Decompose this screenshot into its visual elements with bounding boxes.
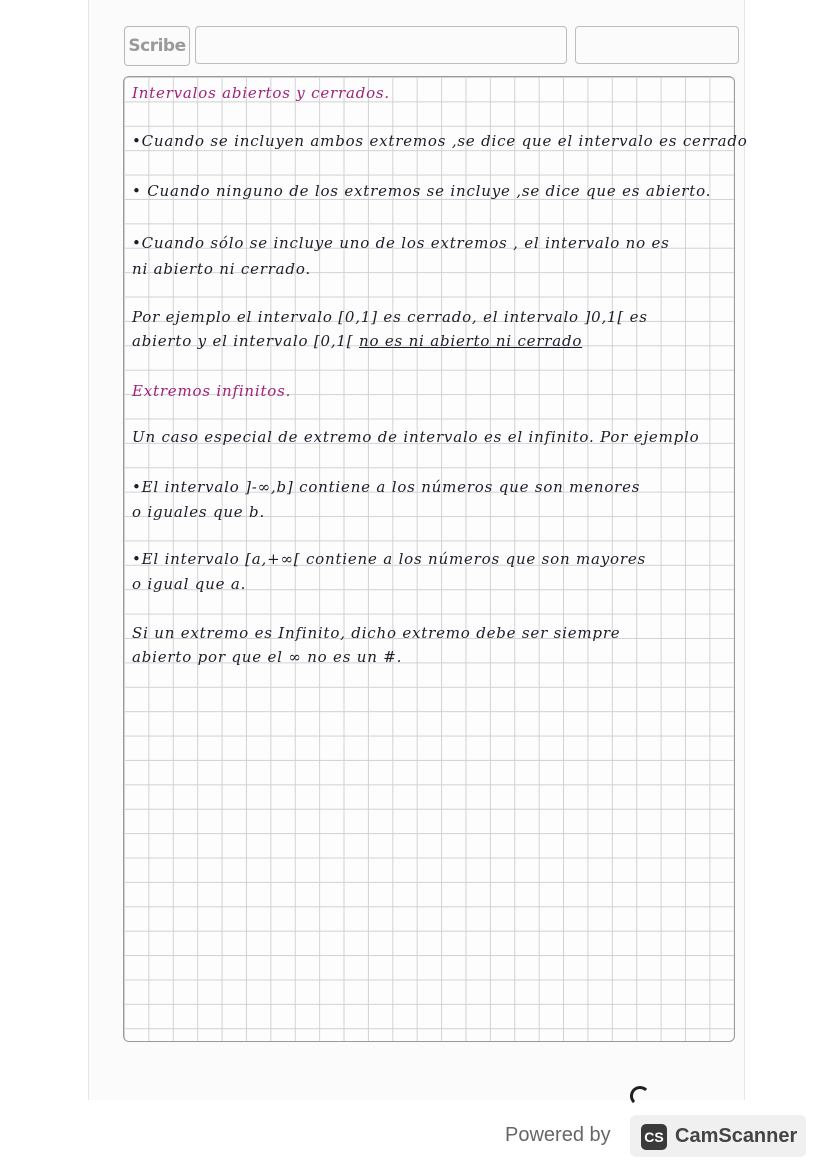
bullet-half-open-line1: •Cuando sólo se incluye uno de los extremos , el intervalo no es [132,234,670,252]
bullet-minus-infinity-line1: •El intervalo ]-∞,b] contiene a los números que son menores [132,478,641,496]
powered-by-text: Powered by [505,1124,611,1146]
heading-infinite-extremes: Extremos infinitos. [132,382,292,400]
heading-intervals: Intervalos abiertos y cerrados. [132,84,390,102]
camscanner-icon: CS [641,1124,667,1150]
camscanner-name: CamScanner [675,1125,798,1147]
bullet-plus-infinity-line1: •El intervalo [a,+∞[ contiene a los números que son mayores [132,550,647,568]
special-case: Un caso especial de extremo de intervalo es el infinito. Por ejemplo [132,428,700,446]
bullet-minus-infinity-line2: o iguales que b. [132,503,266,521]
bullet-half-open-line2: ni abierto ni cerrado. [132,260,311,278]
example-line2-start: abierto y el intervalo [0,1[ [132,332,359,350]
title-box [195,26,567,64]
rule-line2: abierto por que el ∞ no es un #. [132,648,403,666]
example-line2 [132,332,582,350]
rule-line1: Si un extremo es Infinito, dicho extremo debe ser siempre [132,624,621,642]
example-line1: Por ejemplo el intervalo [0,1] es cerrado, el intervalo ]0,1[ es [132,308,648,326]
bullet-open: • Cuando ninguno de los extremos se incluye ,se dice que es abierto. [132,182,712,200]
example-line2-underlined: no es ni abierto ni cerrado [358,332,583,350]
scribe-logo: Scribe [124,26,190,66]
date-box [575,26,739,64]
page-curl-mark [630,1086,650,1106]
bullet-closed: •Cuando se incluyen ambos extremos ,se dice que el intervalo es cerrado [132,132,748,150]
bullet-plus-infinity-line2: o igual que a. [132,575,247,593]
